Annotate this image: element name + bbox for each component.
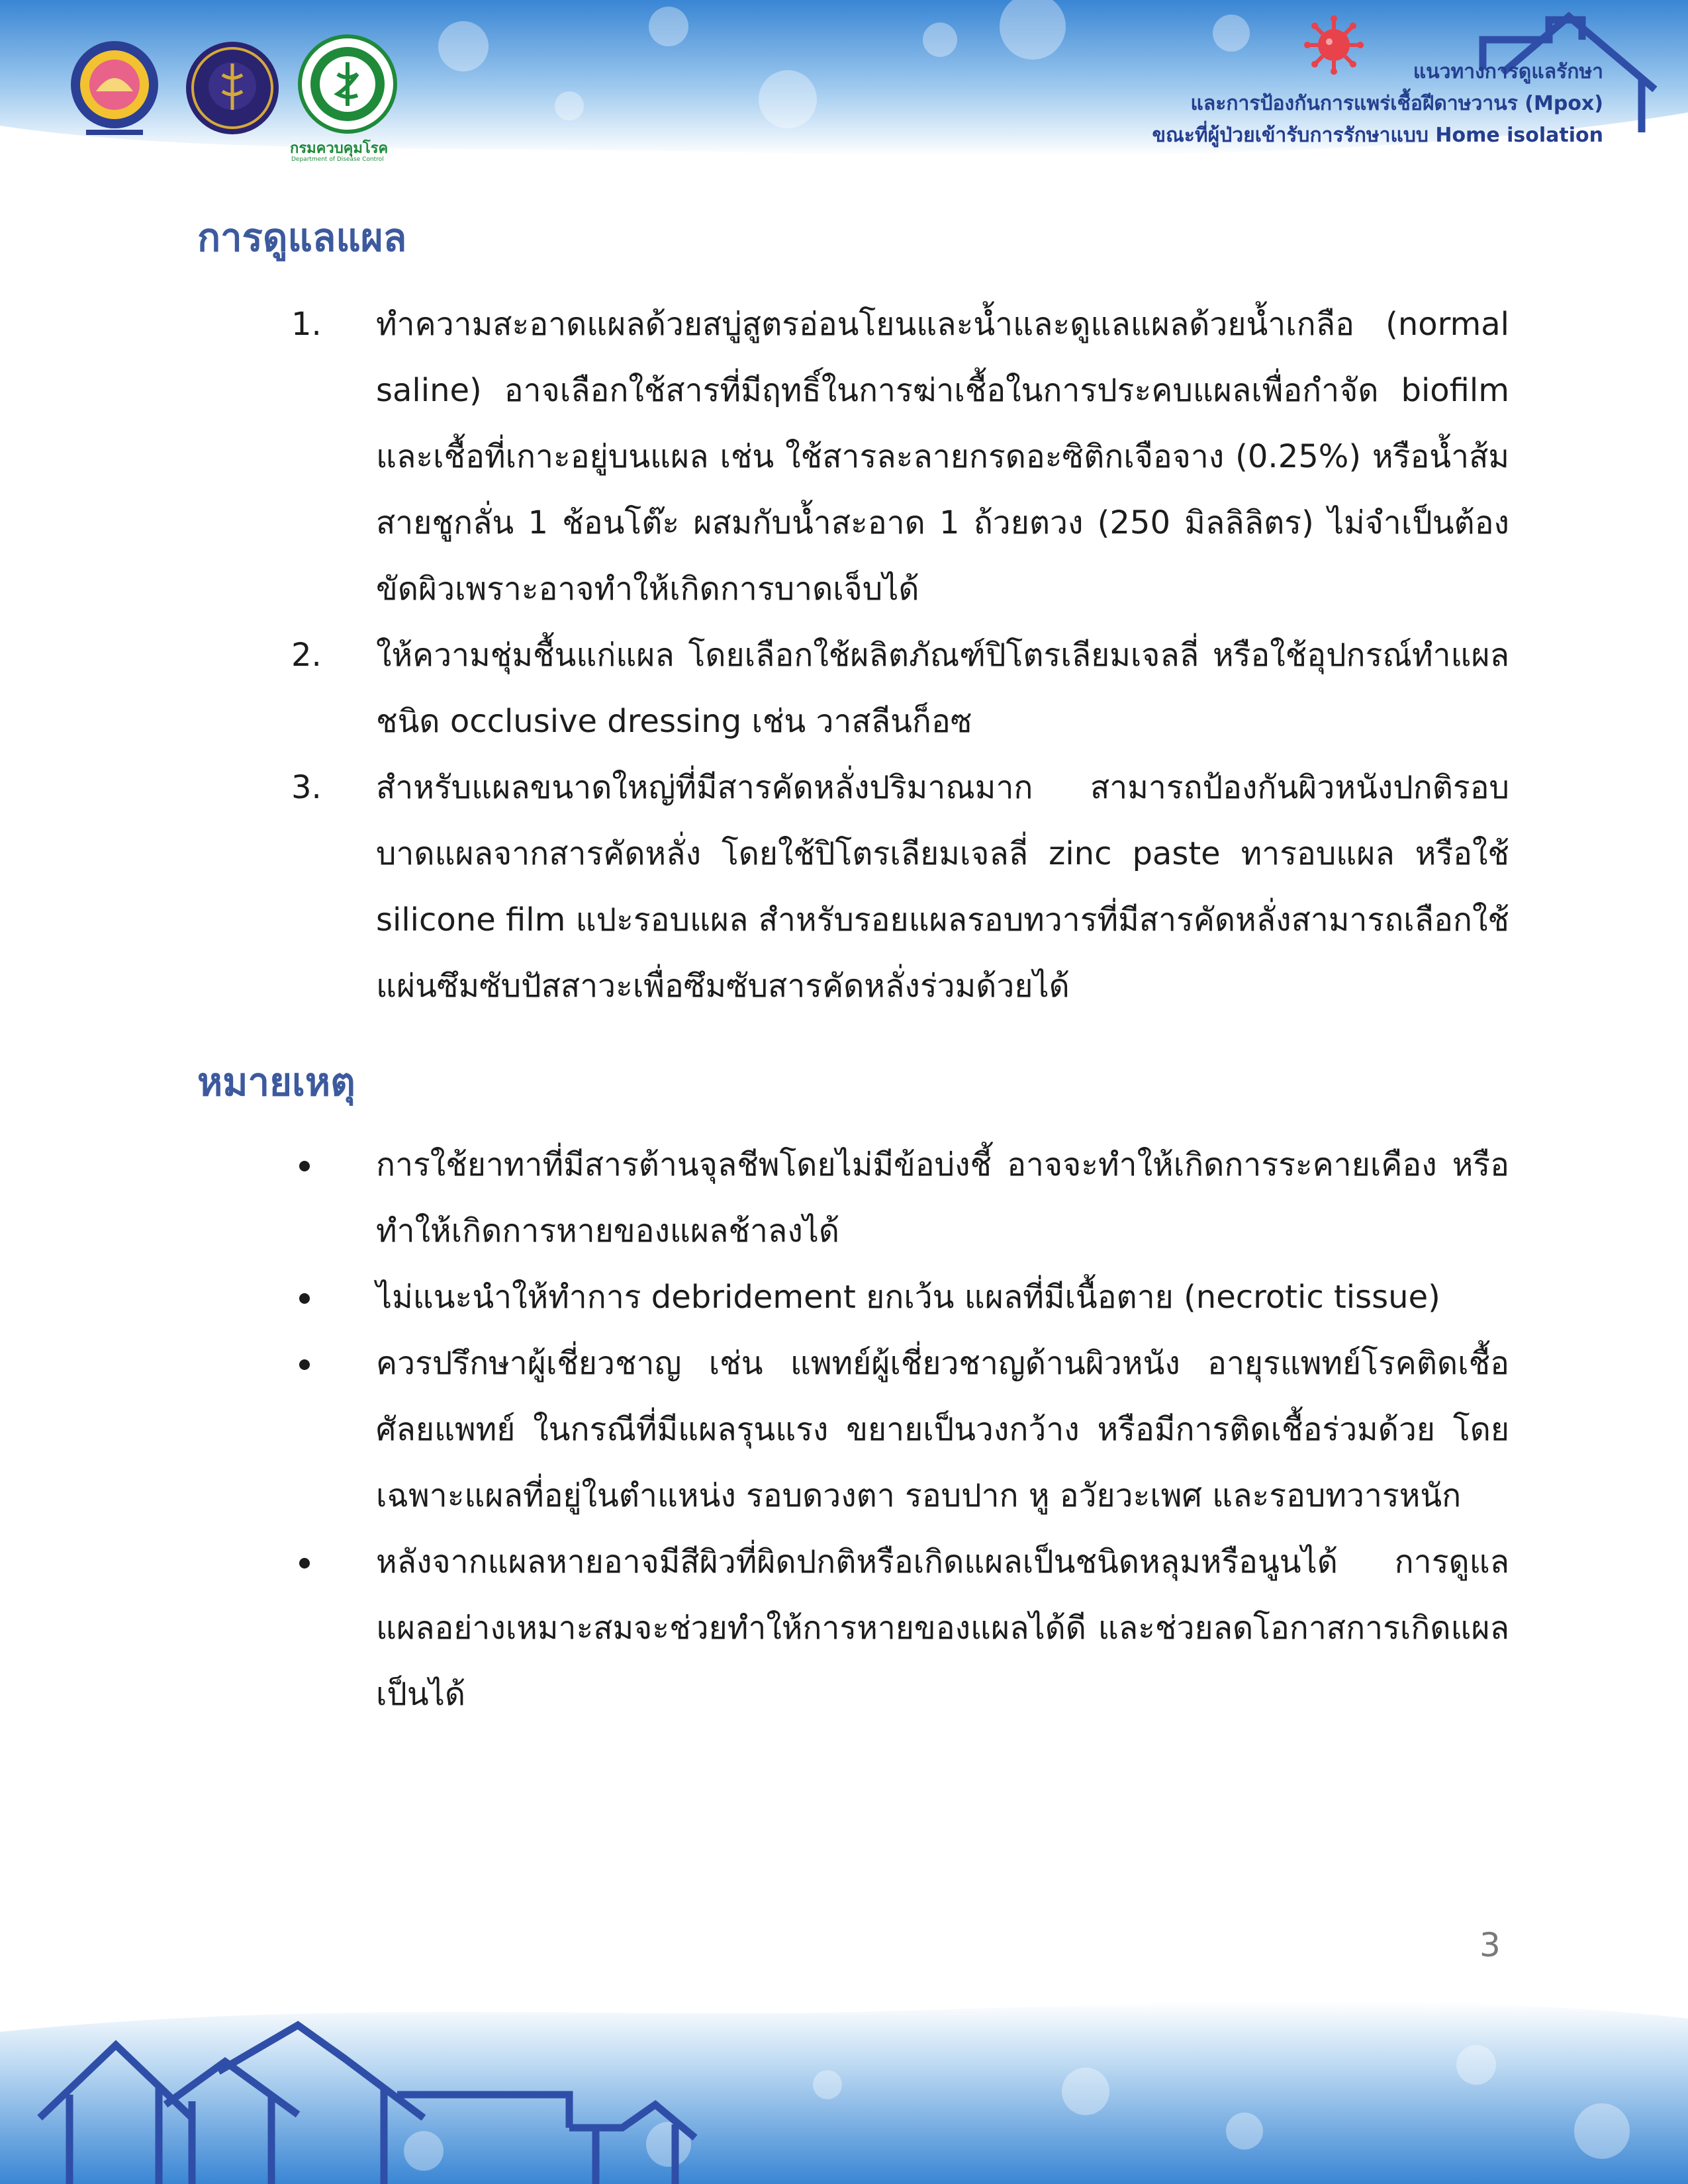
ministry-of-public-health-logo bbox=[298, 34, 397, 134]
list-item bbox=[291, 1264, 1509, 1330]
title-line-3: ขณะที่ผู้ป่วยเข้ารับการรักษาแบบ Home isolation bbox=[1152, 124, 1603, 147]
notes-list bbox=[291, 1132, 1509, 1727]
list-item-text: สำหรับแผลขนาดใหญ่ที่มีสารคัดหลั่งปริมาณมาก สามารถป้องกันผิวหนังปกติรอบบาดแผลจากสารคัดหลั่ง โดยใช้ปิโตรเลียมเจลลี่ zinc paste ทารอบแผล หรือใช้ silicone film แปะรอบแผล สำหรับรอยแผลรอบทวารที่มีสารคัดหลั่งสามารถเลือกใช้แผ่นซึมซับปัสสาวะเพื่อซึมซับสารคัดหลั่งร่วมด้วยได้ bbox=[376, 769, 1509, 1005]
title-line-2: และการป้องกันการแพร่เชื้อฝีดาษวานร (Mpox) bbox=[1190, 92, 1603, 115]
list-item-text: ทำความสะอาดแผลด้วยสบู่สูตรอ่อนโยนและน้ำและดูแลแผลด้วยน้ำเกลือ (normal saline) อาจเลือกใช้สารที่มีฤทธิ์ในการฆ่าเชื้อในการประคบแผลเพื่อกำจัด biofilm และเชื้อที่เกาะอยู่บนแผล เช่น ใช้สารละลายกรดอะซิติกเจือจาง (0.25%) หรือน้ำส้มสายชูกลั่น 1 ช้อนโต๊ะ ผสมกับน้ำสะอาด 1 ถ้วยตวง (250 มิลลิลิตร) ไม่จำเป็นต้องขัดผิวเพราะอาจทำให้เกิดการบาดเจ็บได้ bbox=[376, 306, 1509, 608]
page-number: 3 bbox=[1479, 1926, 1501, 1964]
list-item bbox=[291, 622, 1509, 754]
list-item bbox=[291, 1529, 1509, 1727]
list-item-text: หลังจากแผลหายอาจมีสีผิวที่ผิดปกติหรือเกิดแผลเป็นชนิดหลุมหรือนูนได้ การดูแลแผลอย่างเหมาะสมจะช่วยทำให้การหายของแผลได้ดี และช่วยลดโอกาสการเกิดแผลเป็นได้ bbox=[376, 1543, 1509, 1713]
list-item bbox=[291, 1330, 1509, 1529]
footer-banner bbox=[0, 1972, 1688, 2184]
medical-association-logo bbox=[183, 38, 282, 138]
list-item-text: การใช้ยาทาที่มีสารต้านจุลชีพโดยไม่มีข้อบ่งชี้ อาจจะทำให้เกิดการระคายเคือง หรือ ทำให้เกิดการหายของแผลช้าลงได้ bbox=[376, 1146, 1509, 1250]
list-item-text: ให้ความชุ่มชื้นแก่แผล โดยเลือกใช้ผลิตภัณฑ์ปิโตรเลียมเจลลี่ หรือใช้อุปกรณ์ทำแผลชนิด occlusive dressing เช่น วาสลีนก็อซ bbox=[376, 637, 1509, 740]
list-item bbox=[291, 754, 1509, 1019]
list-item-text: ไม่แนะนำให้ทำการ debridement ยกเว้น แผลที่มีเนื้อตาย (necrotic tissue) bbox=[376, 1279, 1440, 1316]
bullet-icon bbox=[299, 1161, 310, 1171]
bullet-icon bbox=[299, 1359, 310, 1370]
notes-heading: หมายเหตุ bbox=[197, 1060, 355, 1105]
wound-care-list bbox=[291, 291, 1509, 1019]
document-title bbox=[1152, 56, 1603, 152]
logo-group bbox=[0, 0, 410, 179]
list-item-text: ควรปรึกษาผู้เชี่ยวชาญ เช่น แพทย์ผู้เชี่ยวชาญด้านผิวหนัง อายุรแพทย์โรคติดเชื้อ ศัลยแพทย์ ในกรณีที่มีแผลรุนแรง ขยายเป็นวงกว้าง หรือมีการติดเชื้อร่วมด้วย โดยเฉพาะแผลที่อยู่ในตำแหน่ง รอบดวงตา รอบปาก หู อวัยวะเพศ และรอบทวารหนัก bbox=[376, 1345, 1509, 1514]
dermatology-society-logo bbox=[66, 38, 163, 138]
list-number: 3. bbox=[291, 769, 322, 806]
bullet-icon bbox=[299, 1558, 310, 1569]
dept-sublabel: Department of Disease Control bbox=[291, 156, 384, 163]
wound-care-heading: การดูแลแผล bbox=[197, 215, 407, 260]
list-item bbox=[291, 291, 1509, 622]
list-number: 1. bbox=[291, 306, 322, 343]
dept-label: กรมควบคุมโรค bbox=[290, 140, 389, 157]
list-number: 2. bbox=[291, 637, 322, 674]
title-line-1: แนวทางการดูแลรักษา bbox=[1413, 60, 1603, 83]
list-item bbox=[291, 1132, 1509, 1264]
bullet-icon bbox=[299, 1293, 310, 1304]
